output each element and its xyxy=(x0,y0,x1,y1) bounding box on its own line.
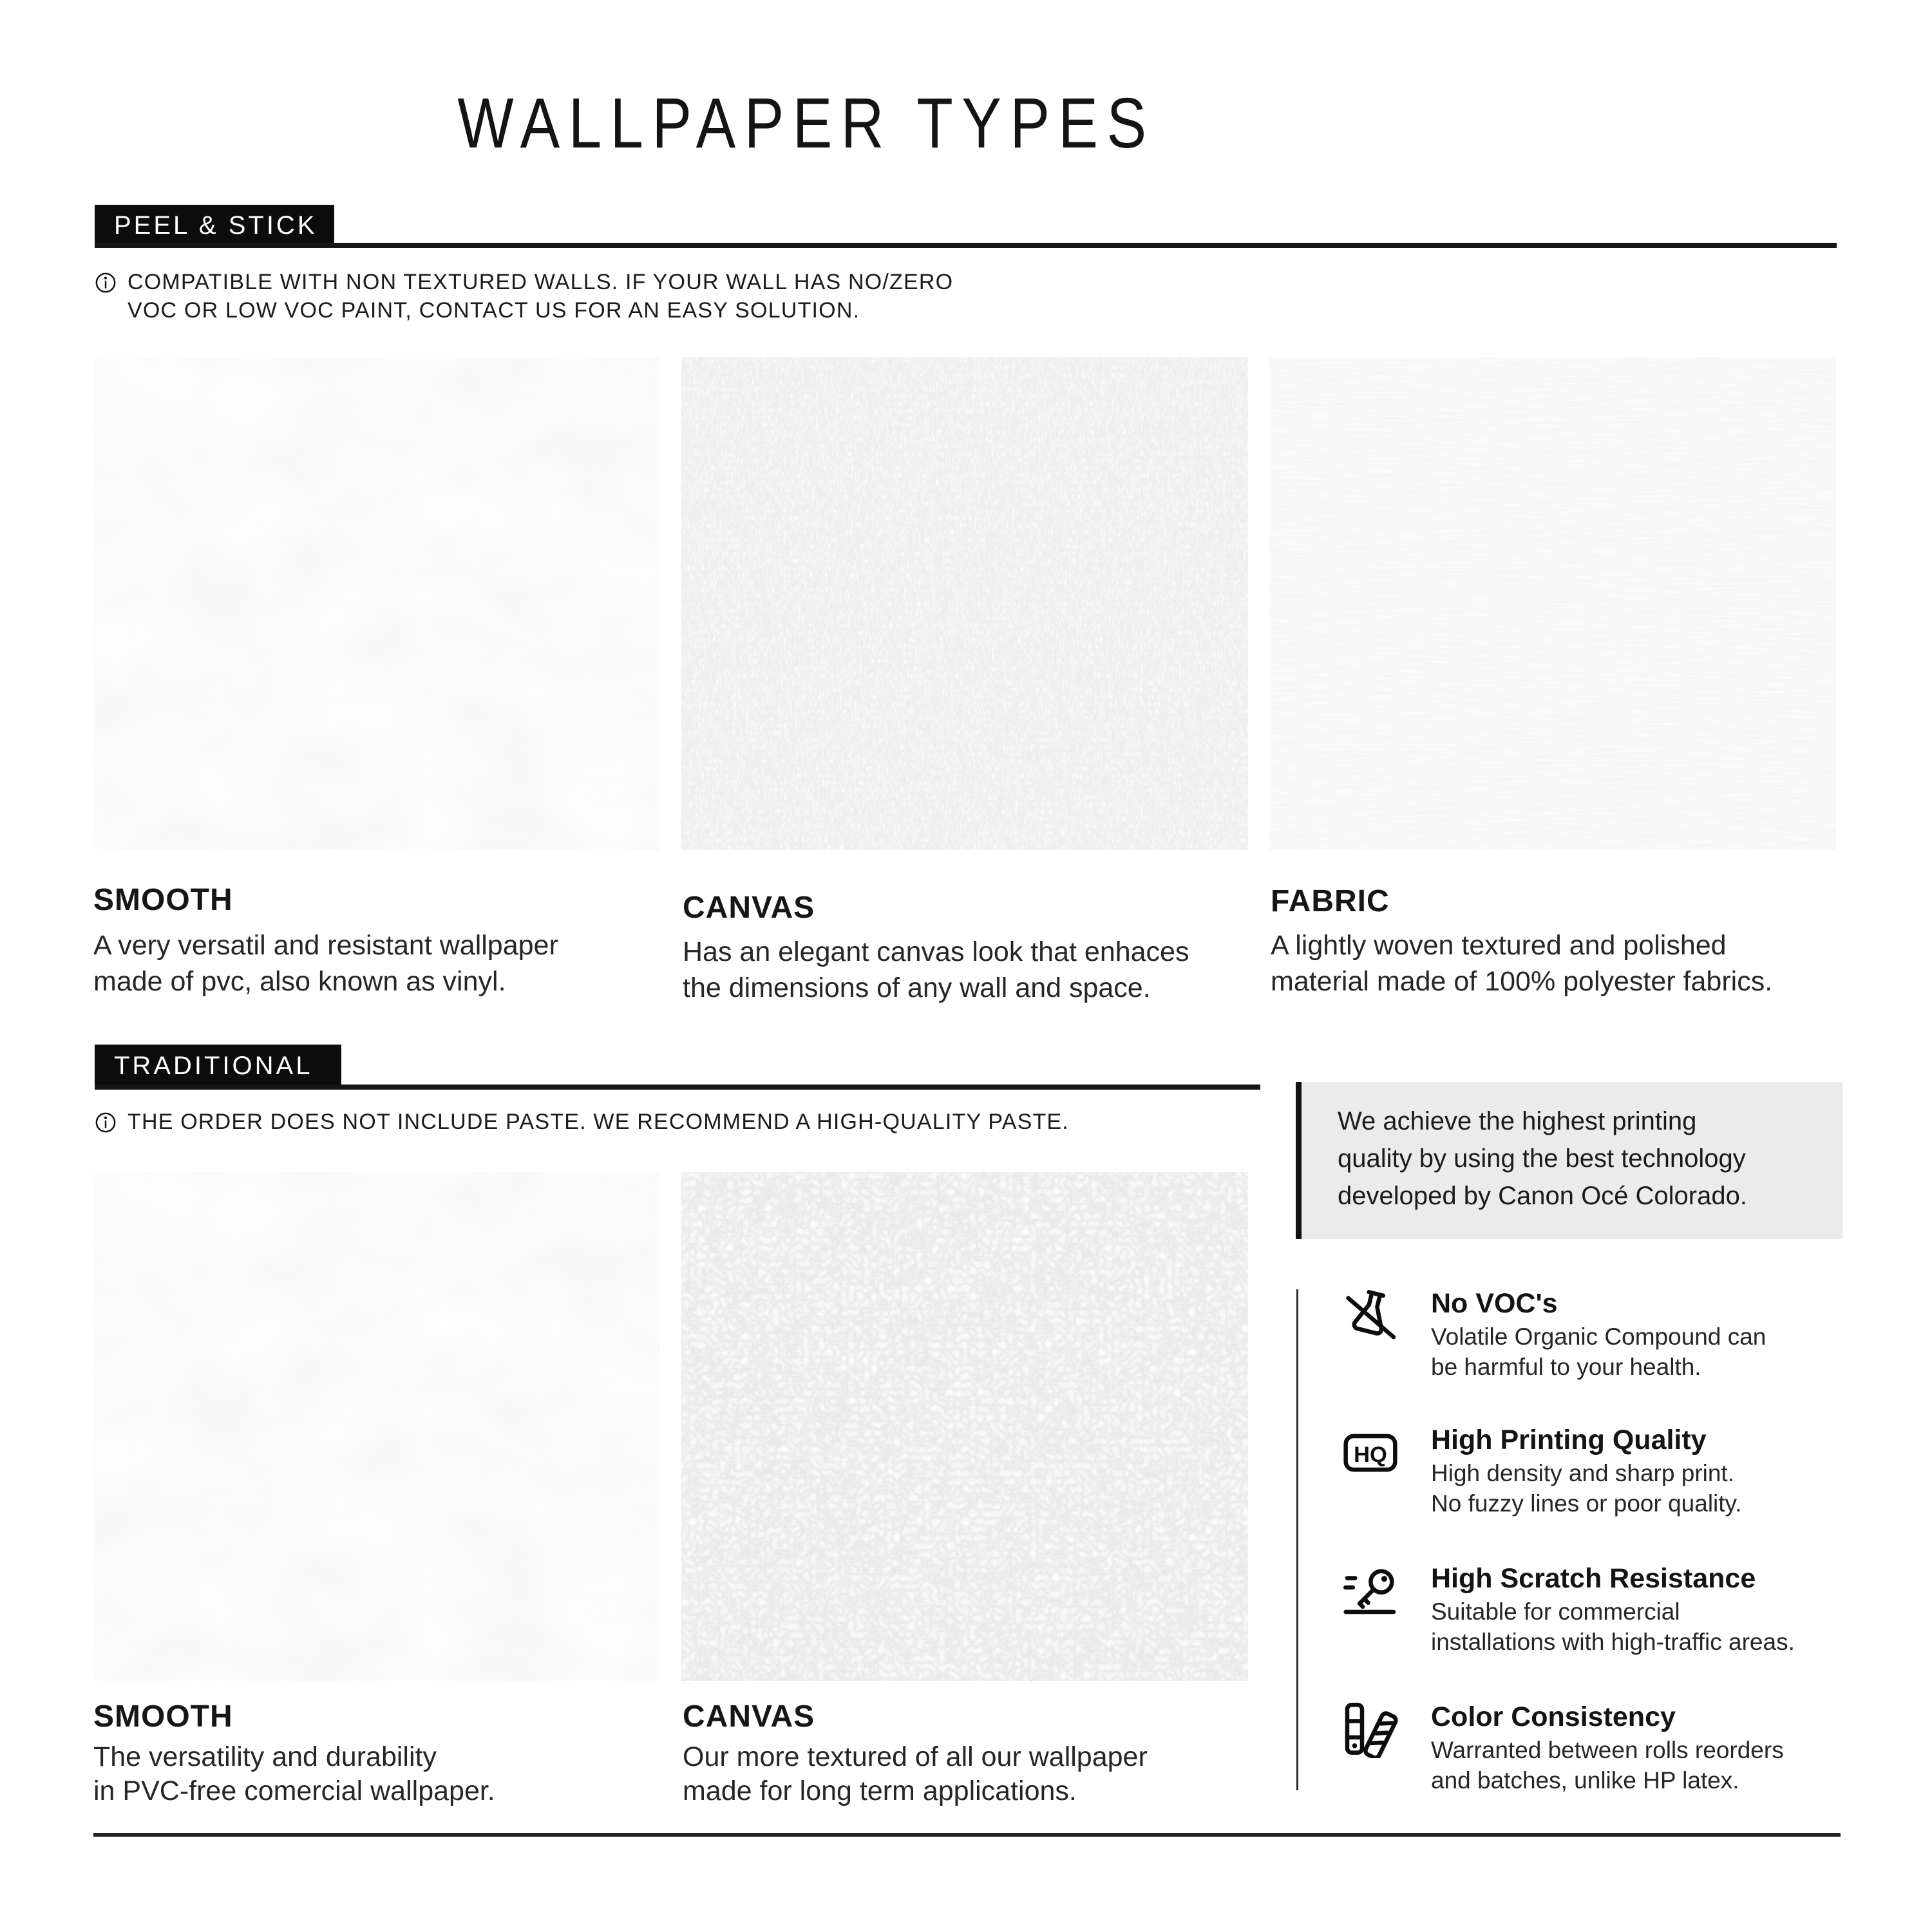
note-line: VOC OR LOW VOC PAINT, CONTACT US FOR AN EASY SOLUTION. xyxy=(128,298,860,323)
swatch-label-smooth: SMOOTH xyxy=(93,883,233,917)
swatch-label-smooth-traditional: SMOOTH xyxy=(93,1700,233,1734)
quality-note-line: We achieve the highest printing xyxy=(1338,1107,1697,1135)
color-swatchbook-icon xyxy=(1341,1699,1400,1758)
swatch-desc-smooth-traditional xyxy=(93,1740,495,1808)
feature-desc-line: and batches, unlike HP latex. xyxy=(1431,1767,1739,1794)
feature-title-no-vocs: No VOC's xyxy=(1431,1288,1558,1319)
swatch-smooth-peel xyxy=(93,357,660,850)
svg-text:HQ: HQ xyxy=(1354,1443,1387,1468)
feature-desc-no-vocs xyxy=(1431,1321,1766,1382)
info-icon xyxy=(95,1112,117,1133)
quality-note-line: developed by Canon Océ Colorado. xyxy=(1338,1182,1747,1210)
peel-stick-rule xyxy=(95,243,1837,248)
swatch-fabric-peel xyxy=(1269,357,1836,850)
desc-line: made of pvc, also known as vinyl. xyxy=(93,966,506,997)
feature-desc-line: Warranted between rolls reorders xyxy=(1431,1737,1784,1763)
smooth-texture-image xyxy=(93,1172,660,1681)
swatch-desc-canvas-traditional xyxy=(683,1740,1148,1808)
swatch-desc-smooth xyxy=(93,927,558,999)
info-icon xyxy=(95,272,117,294)
traditional-note xyxy=(128,1108,1069,1136)
desc-line: material made of 100% polyester fabrics. xyxy=(1271,966,1773,997)
swatch-label-fabric: FABRIC xyxy=(1271,884,1390,918)
feature-desc-high-printing-quality xyxy=(1431,1458,1742,1519)
desc-line: The versatility and durability xyxy=(93,1741,437,1772)
feature-desc-line: Volatile Organic Compound can xyxy=(1431,1323,1766,1350)
hq-badge-icon xyxy=(1341,1423,1400,1482)
desc-line: Has an elegant canvas look that enhaces xyxy=(683,936,1189,967)
desc-line: made for long term applications. xyxy=(683,1776,1077,1806)
peel-stick-note xyxy=(128,268,953,325)
desc-line: the dimensions of any wall and space. xyxy=(683,972,1151,1003)
quality-note-text xyxy=(1338,1103,1747,1215)
feature-desc-line: Suitable for commercial xyxy=(1431,1598,1680,1625)
traditional-badge: TRADITIONAL xyxy=(95,1045,341,1087)
swatch-canvas-traditional xyxy=(681,1172,1248,1681)
swatch-smooth-traditional xyxy=(93,1172,660,1681)
swatch-desc-canvas xyxy=(683,934,1189,1006)
feature-title-color-consistency: Color Consistency xyxy=(1431,1701,1676,1732)
feature-desc-line: High density and sharp print. xyxy=(1431,1460,1734,1486)
no-voc-flask-icon xyxy=(1341,1287,1400,1346)
peel-stick-badge: PEEL & STICK xyxy=(95,205,334,247)
feature-desc-line: No fuzzy lines or poor quality. xyxy=(1431,1490,1742,1517)
smooth-texture-image xyxy=(93,357,660,850)
quality-note-line: quality by using the best technology xyxy=(1338,1144,1746,1173)
quality-note-accent-bar xyxy=(1296,1082,1302,1239)
desc-line: in PVC-free comercial wallpaper. xyxy=(93,1776,495,1806)
swatch-label-canvas: CANVAS xyxy=(683,891,815,925)
fabric-texture-image xyxy=(1269,357,1836,850)
swatch-label-canvas-traditional: CANVAS xyxy=(683,1700,815,1734)
feature-desc-high-scratch-resistance xyxy=(1431,1596,1795,1657)
desc-line: A very versatil and resistant wallpaper xyxy=(93,930,558,961)
canvas-texture-image xyxy=(681,1172,1248,1681)
key-scratch-icon xyxy=(1341,1561,1400,1620)
note-line: THE ORDER DOES NOT INCLUDE PASTE. WE RECOMMEND A HIGH-QUALITY PASTE. xyxy=(128,1110,1069,1134)
feature-title-high-printing-quality: High Printing Quality xyxy=(1431,1425,1707,1455)
feature-desc-line: be harmful to your health. xyxy=(1431,1354,1701,1380)
desc-line: A lightly woven textured and polished xyxy=(1271,930,1727,961)
swatch-desc-fabric xyxy=(1271,927,1772,999)
feature-desc-color-consistency xyxy=(1431,1735,1784,1795)
canvas-texture-image xyxy=(681,357,1248,850)
traditional-rule xyxy=(95,1084,1260,1090)
desc-line: Our more textured of all our wallpaper xyxy=(683,1741,1148,1772)
bottom-rule xyxy=(93,1833,1841,1837)
swatch-canvas-peel xyxy=(681,357,1248,850)
feature-desc-line: installations with high-traffic areas. xyxy=(1431,1629,1795,1655)
features-divider-line xyxy=(1296,1289,1298,1790)
note-line: COMPATIBLE WITH NON TEXTURED WALLS. IF YOUR WALL HAS NO/ZERO xyxy=(128,270,954,294)
feature-title-high-scratch-resistance: High Scratch Resistance xyxy=(1431,1563,1756,1594)
page-title: WALLPAPER TYPES xyxy=(457,84,1155,163)
